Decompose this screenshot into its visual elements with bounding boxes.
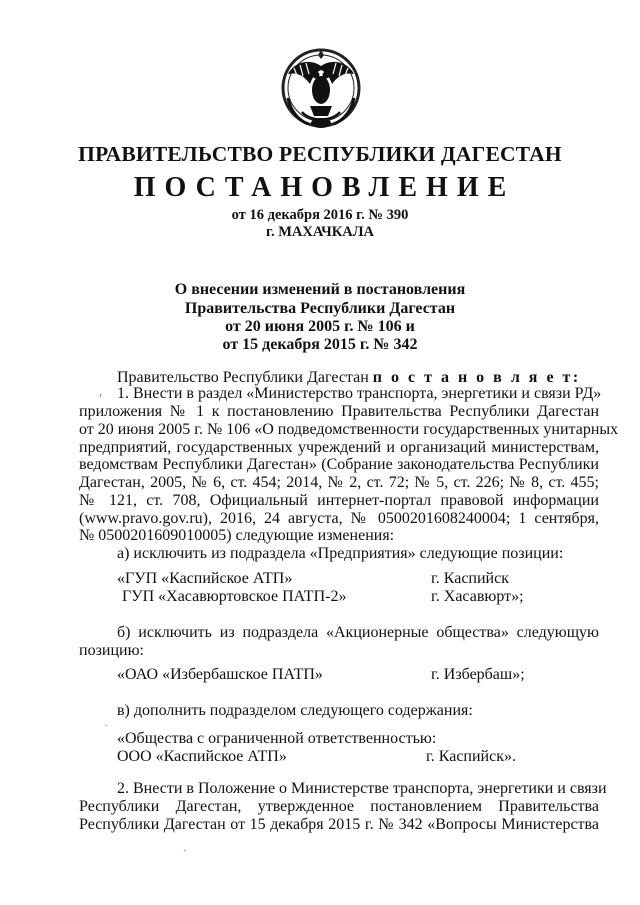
item1-line: № 0500201609010005) следующие изменения: [79, 527, 395, 544]
subject-line: от 20 июня 2005 г. № 106 и [225, 318, 415, 335]
item1-line: № 121, ст. 708, Официальный интернет-портал правовой информации [79, 492, 599, 509]
item1-line: ведомствам Республики Дагестан» (Собрание законодательства Республики [79, 456, 599, 473]
item-b-intro: б) исключить из подраздела «Акционерные общества» следующую [117, 624, 599, 641]
item-a-row-name: «ГУП «Каспийское АТП» [117, 570, 293, 587]
coat-of-arms-emblem [280, 38, 362, 136]
document-type: ПОСТАНОВЛЕНИЕ [133, 172, 516, 203]
pen-mark: ˏ [183, 838, 187, 852]
item2-line: 2. Внести в Положение о Министерстве транспорта, энергетики и связи [117, 780, 607, 797]
government-title: ПРАВИТЕЛЬСТВО РЕСПУБЛИКИ ДАГЕСТАН [78, 142, 562, 166]
item-c-intro: в) дополнить подразделом следующего содержания: [117, 702, 473, 719]
subject-line: О внесении изменений в постановления [174, 281, 466, 298]
item2-line: Республики Дагестан, утвержденное постановлением Правительства [79, 798, 599, 815]
item1-line: 1. Внести в раздел «Министерство транспорта, энергетики и связи РД» [117, 385, 602, 402]
item1-line: Дагестан, 2005, № 6, ст. 454; 2014, № 2, ст. 72; № 5, ст. 226; № 8, ст. 455; [79, 474, 599, 491]
item-b-row-name: «ОАО «Избербашское ПАТП» [117, 666, 323, 683]
item-b-row-city: г. Избербаш»; [431, 666, 525, 683]
city: г. МАХАЧКАЛА [266, 224, 374, 240]
item1-line: приложения № 1 к постановлению Правительства Республики Дагестан [79, 403, 599, 420]
subject-line: от 15 декабря 2015 г. № 342 [222, 336, 418, 353]
pen-mark: , [99, 384, 102, 398]
item-a-row-name: ГУП «Хасавюртовское ПАТП-2» [122, 588, 347, 605]
date-number: от 16 декабря 2016 г. № 390 [231, 207, 409, 223]
item-a-row-city: г. Каспийск [431, 570, 509, 587]
pen-mark: · [104, 718, 108, 732]
item-a-intro: а) исключить из подраздела «Предприятия» следующие позиции: [117, 545, 564, 562]
item1-line: от 20 июня 2005 г. № 106 «О подведомственности государственных унитарных [79, 421, 619, 438]
subject-line: Правительства Республики Дагестан [184, 300, 456, 317]
item1-line: предприятий, государственных учреждений и организаций министерствам, [79, 439, 599, 456]
item-c-heading: «Общества с ограниченной ответственностью: [117, 730, 437, 747]
preamble-text: Правительство Республики Дагестан [117, 369, 369, 386]
item2-line: Республики Дагестан от 15 декабря 2015 г. № 342 «Вопросы Министерства [79, 816, 599, 833]
item1-line: (www.pravo.gov.ru), 2016, 24 августа, № 0500201608240004; 1 сентября, [79, 510, 599, 527]
item-a-row-city: г. Хасавюрт»; [431, 588, 524, 605]
item-c-row-name: ООО «Каспийское АТП» [117, 748, 287, 765]
preamble-verb: п о с т а н о в л я е т: [372, 369, 581, 386]
item-c-row-city: г. Каспийск». [426, 748, 516, 765]
item-b-intro: позицию: [79, 642, 144, 659]
